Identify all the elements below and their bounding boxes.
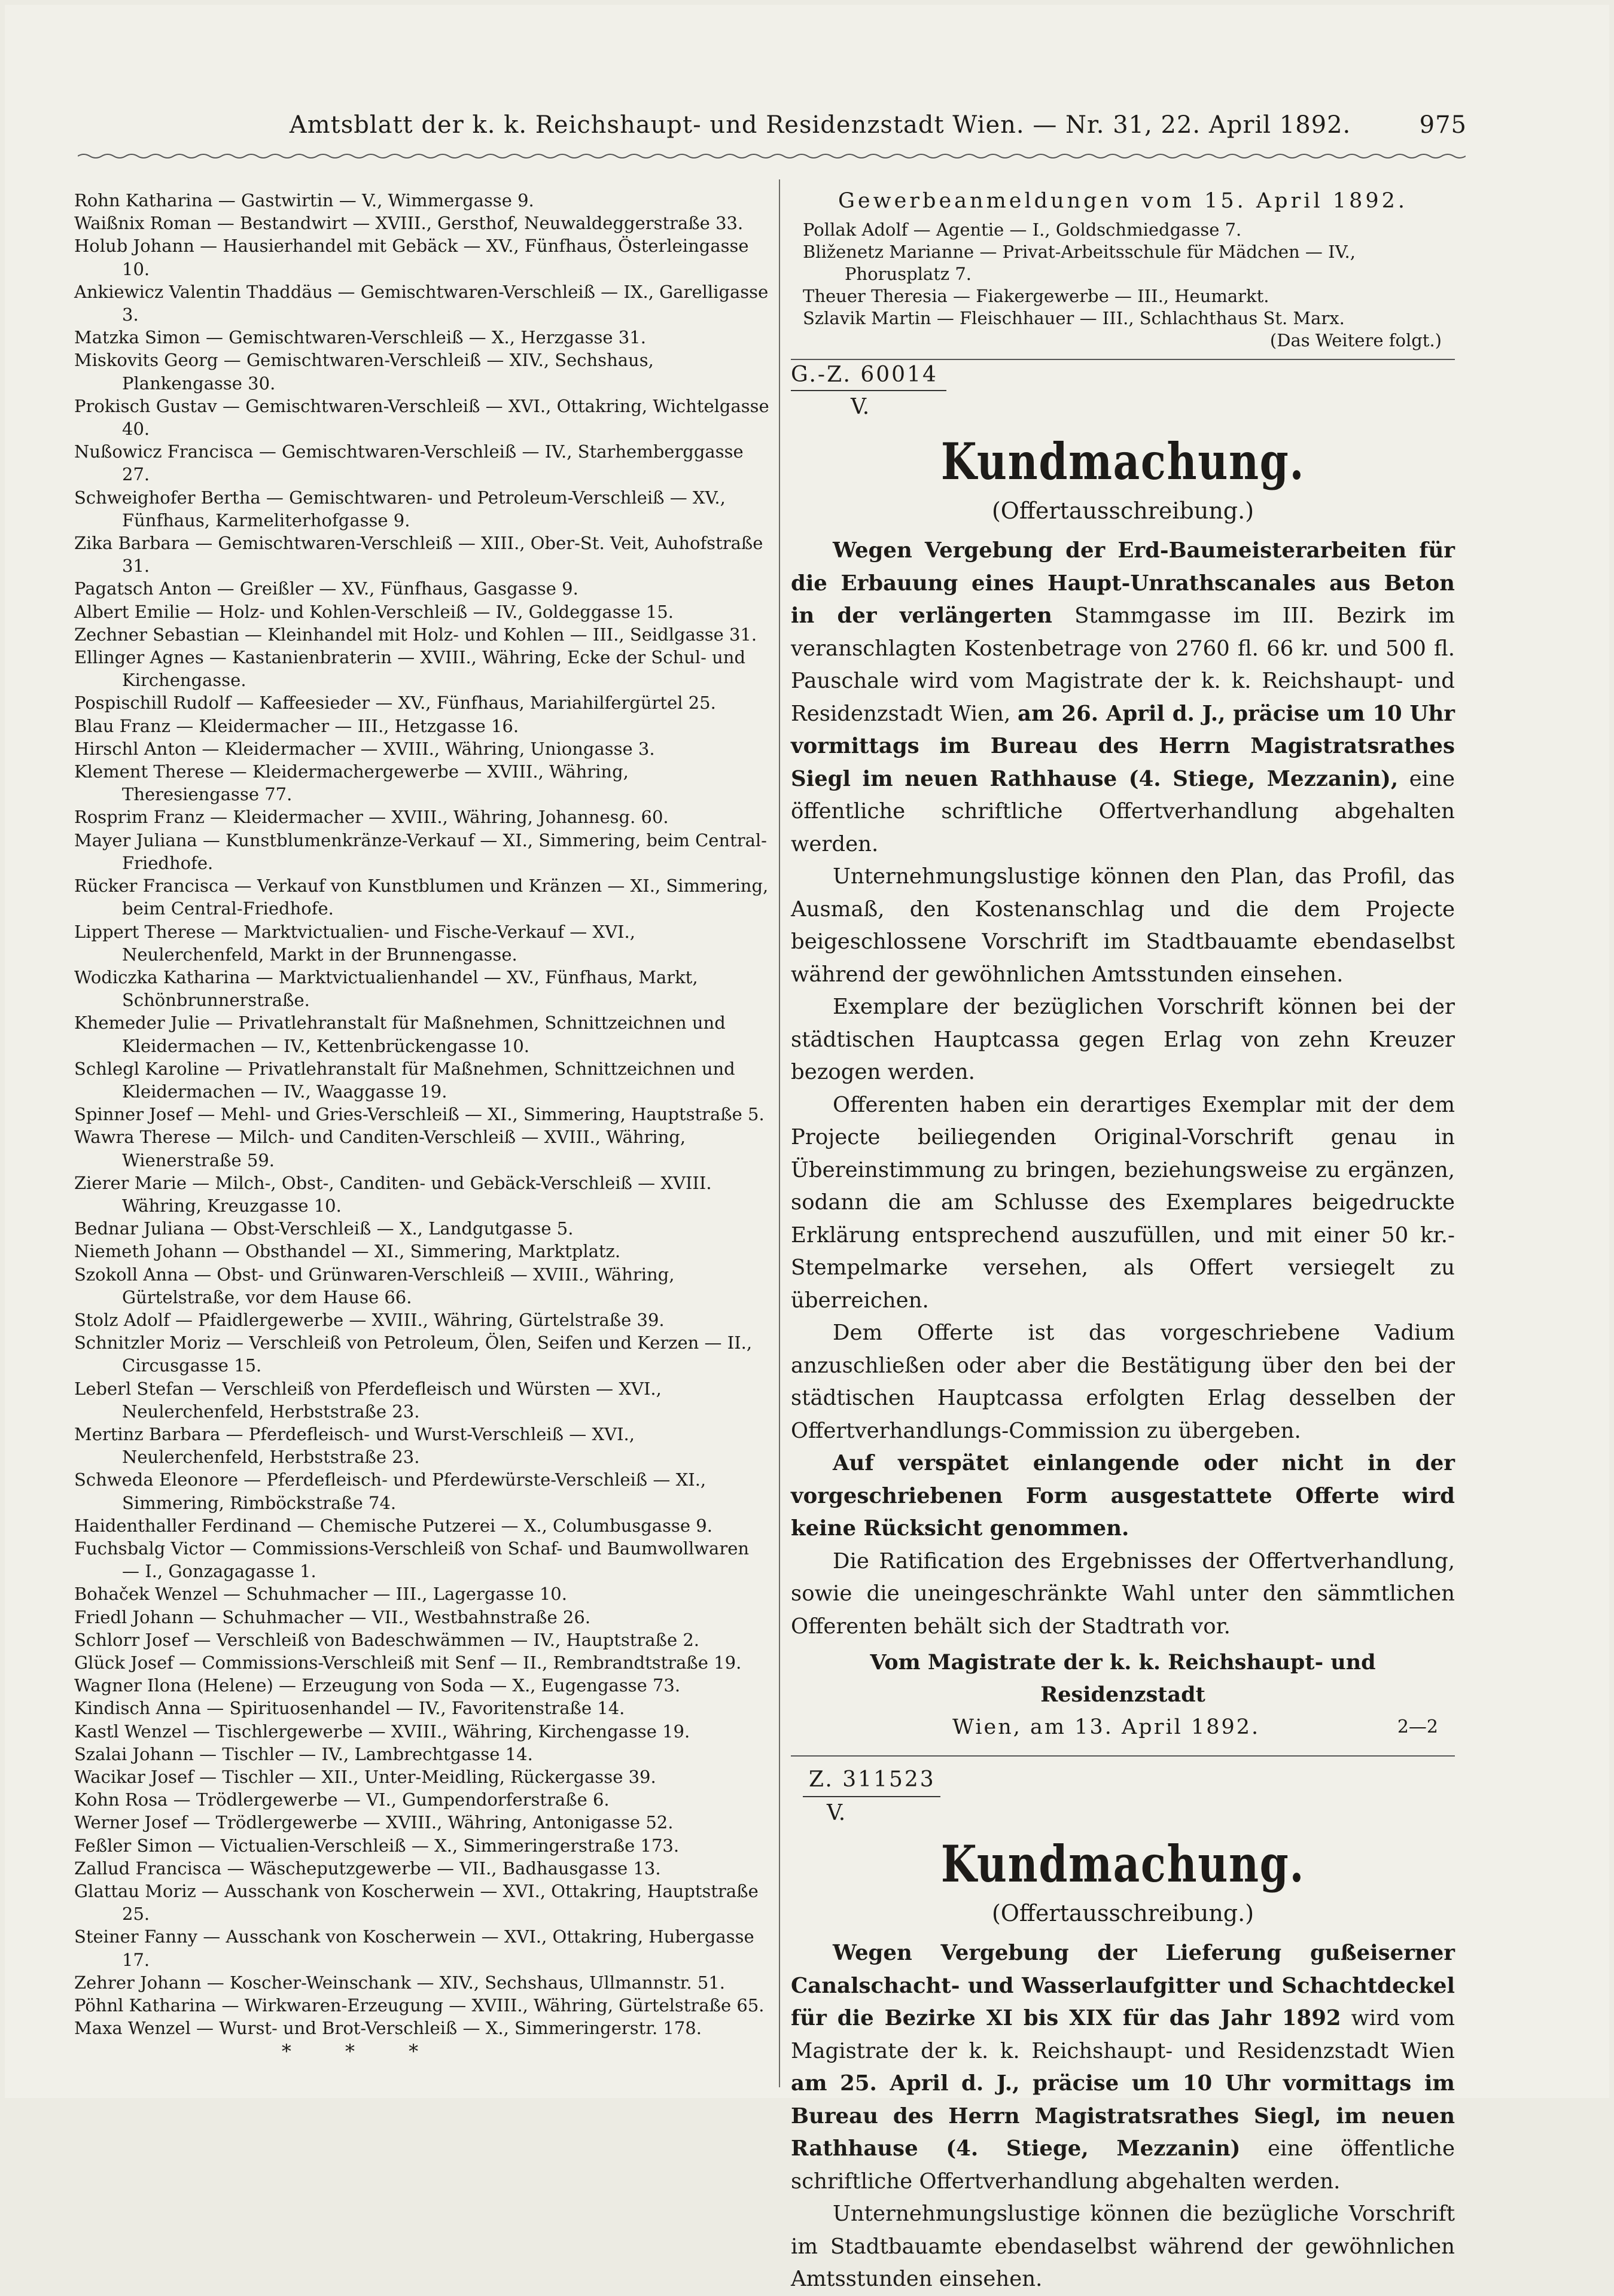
registration-entry: Ellinger Agnes — Kastanienbraterin — XVIII., Währing, Ecke der Schul- und Kirchengasse.: [74, 647, 746, 691]
notice1-p6-bold: Auf verspätet einlangende oder nicht in der vorgeschriebenen Form ausgestattete Offerte wird keine Rücksicht genommen.: [791, 1451, 1455, 1541]
notice1-paragraph-2: Unternehmungslustige können den Plan, das Profil, das Ausmaß, den Kostenanschlag und die dem Projecte beigeschlossene Vorschrift im Stadtbauamte ebendaselbst während der gewöhnlichen Amtsstunden einsehen.: [791, 864, 1455, 987]
registration-entry: Holub Johann — Hausierhandel mit Gebäck — XV., Fünfhaus, Österleingasse 10.: [74, 236, 749, 279]
notice2-title: Kundmachung.: [940, 1834, 1305, 1893]
page-header: [0, 111, 1467, 139]
notice2-ref-underline: [803, 1796, 940, 1797]
registration-entry: Werner Josef — Trödlergewerbe — XVIII., Währing, Antonigasse 52.: [74, 1812, 674, 1833]
gewerbe-entry: Bliženetz Marianne — Privat-Arbeitsschule für Mädchen — IV., Phorusplatz 7.: [803, 242, 1356, 284]
gewerbe-list: [791, 219, 1455, 330]
notice2-p1-rest: wird vom Magistrate der k. k. Reichshaupt- und Residenzstadt Wien: [791, 2006, 1455, 2063]
notice1-paragraph-4: Offerenten haben ein derartiges Exemplar mit der dem Projecte beiliegenden Original-Vorschrift genau in Übereinstimmung zu bringen, beziehungsweise zu ergänzen, sodann die am Schlusse des Exemplares beigedruckte Erklärung entsprechend auszufüllen, und mit einer 50 kr.-Stempelmarke versehen, als Offert versiegelt zu überreichen.: [791, 1092, 1455, 1313]
registration-entry: Matzka Simon — Gemischtwaren-Verschleiß — X., Herzgasse 31.: [74, 327, 646, 348]
notice1-title: Kundmachung.: [940, 432, 1305, 491]
registration-entry: Pospischill Rudolf — Kaffeesieder — XV., Fünfhaus, Mariahilfergürtel 25.: [74, 693, 716, 714]
registration-entry: Zierer Marie — Milch-, Obst-, Canditen- und Gebäck-Verschleiß — XVIII. Währing, Kreuzgasse 10.: [74, 1172, 712, 1216]
notice2-paragraph-2: Unternehmungslustige können die bezügliche Vorschrift im Stadtbauamte ebendaselbst während der gewöhnlichen Amtsstunden einsehen.: [791, 2202, 1455, 2291]
notice1-number: 2—2: [1397, 1716, 1438, 1737]
registration-entry: Bednar Juliana — Obst-Verschleiß — X., Landgutgasse 5.: [74, 1218, 574, 1239]
registration-entry: Miskovits Georg — Gemischtwaren-Verschleiß — XIV., Sechshaus, Plankengasse 30.: [74, 350, 654, 394]
registration-entry: Wacikar Josef — Tischler — XII., Unter-Meidling, Rückergasse 39.: [74, 1767, 656, 1788]
registration-entry: Wodiczka Katharina — Marktvictualienhandel — XV., Fünfhaus, Markt, Schönbrunnerstraße.: [74, 966, 698, 1011]
registration-entry: Schweighofer Bertha — Gemischtwaren- und Petroleum-Verschleiß — XV., Fünfhaus, Karmeliterhofgasse 9.: [74, 487, 726, 530]
registration-entry: Waißnix Roman — Bestandwirt — XVIII., Gersthof, Neuwaldeggerstraße 33.: [74, 213, 744, 234]
notice2-reference: [791, 1757, 1455, 1834]
notice1-paragraph-6: [791, 1447, 1455, 1545]
notice2-p1-bold2: am 25. April d. J., präcise um 10 Uhr vormittags im Bureau des Herrn Magistratsrathes Siegl, im neuen Rathhause (4. Stiege, Mezzanin): [791, 2071, 1455, 2161]
registration-entry: Szalai Johann — Tischler — IV., Lambrechtgasse 14.: [74, 1743, 533, 1764]
registration-entry: Lippert Therese — Marktvictualien- und Fische-Verkauf — XVI., Neulerchenfeld, Markt in der Brunnengasse.: [74, 921, 635, 965]
notice1-paragraph-3: Exemplare der bezüglichen Vorschrift können bei der städtischen Hauptcassa gegen Erlag von zehn Kreuzer bezogen werden.: [791, 995, 1455, 1084]
registration-entry: Zehrer Johann — Koscher-Weinschank — XIV., Sechshaus, Ullmannstr. 51.: [74, 1972, 725, 1993]
page-number: 975: [1419, 111, 1467, 139]
registration-entry: Kindisch Anna — Spirituosenhandel — IV., Favoritenstraße 14.: [74, 1698, 625, 1719]
gewerbe-entry: Theuer Theresia — Fiakergewerbe — III., Heumarkt.: [803, 286, 1269, 306]
registration-entry: Blau Franz — Kleidermacher — III., Hetzgasse 16.: [74, 715, 519, 736]
registration-entry: Schlegl Karoline — Privatlehranstalt für Maßnehmen, Schnittzeichnen und Kleidermachen — IV., Waaggasse 19.: [74, 1058, 735, 1102]
registration-entry: Kohn Rosa — Trödlergewerbe — VI., Gumpendorferstraße 6.: [74, 1789, 610, 1810]
registration-entry: Leberl Stefan — Verschleiß von Pferdefleisch und Würsten — XVI., Neulerchenfeld, Herbststraße 23.: [74, 1378, 662, 1422]
registration-entry: Friedl Johann — Schuhmacher — VII., Westbahnstraße 26.: [74, 1606, 591, 1627]
notice1-paragraph-5: Dem Offerte ist das vorgeschriebene Vadium anzuschließen oder aber die Bestätigung über den bei der städtischen Hauptcassa erfolgten Erlag desselben der Offertverhandlungs-Commission zu übergeben.: [791, 1321, 1455, 1443]
registration-entry: Pöhnl Katharina — Wirkwaren-Erzeugung — XVIII., Währing, Gürtelstraße 65.: [74, 1995, 765, 2016]
registration-entry: Glück Josef — Commissions-Verschleiß mit Senf — II., Rembrandtstraße 19.: [74, 1652, 742, 1673]
registration-entry: Steiner Fanny — Ausschank von Koscherwein — XVI., Ottakring, Hubergasse 17.: [74, 1926, 754, 1970]
notice2-ref-sub: V.: [827, 1801, 846, 1825]
notice1-p1-end: eine öffentliche schriftliche Offertverhandlung abgehalten werden.: [791, 766, 1455, 856]
registration-entry: Wagner Ilona (Helene) — Erzeugung von Soda — X., Eugengasse 73.: [74, 1675, 681, 1696]
notice1-p1-bold1: Wegen Vergebung der Erd-Baumeisterarbeiten für die Erbauung eines Haupt-Unrathscanales aus Beton in der verlängerten: [791, 538, 1455, 628]
registration-entry: Mertinz Barbara — Pferdefleisch- und Wurst-Verschleiß — XVI., Neulerchenfeld, Herbststraße 23.: [74, 1423, 635, 1468]
registration-entry: Wawra Therese — Milch- und Canditen-Verschleiß — XVIII., Währing, Wienerstraße 59.: [74, 1127, 686, 1170]
notice1-reference: [791, 360, 1455, 432]
notice1-subtitle: (Offertausschreibung.): [991, 498, 1254, 524]
header-title: Amtsblatt der k. k. Reichshaupt- und Residenzstadt Wien. — Nr. 31, 22. April 1892.: [289, 111, 1351, 139]
registration-entry: Pagatsch Anton — Greißler — XV., Fünfhaus, Gasgasse 9.: [74, 578, 578, 599]
notice1-p1-bold2: am 26. April d. J., präcise um 10 Uhr vormittags im Bureau des Herrn Magistratsrathes Siegl im neuen Rathhause (4. Stiege, Mezzanin),: [791, 701, 1455, 791]
registration-entry: Khemeder Julie — Privatlehranstalt für Maßnehmen, Schnittzeichnen und Kleidermachen — IV., Kettenbrückengasse 10.: [74, 1013, 726, 1056]
gewerbe-title: Gewerbeanmeldungen vom 15. April 1892.: [838, 189, 1408, 213]
registration-entry: Spinner Josef — Mehl- und Gries-Verschleiß — XI., Simmering, Hauptstraße 5.: [74, 1104, 765, 1125]
column-divider: [779, 179, 780, 2087]
registration-entry: Schlorr Josef — Verschleiß von Badeschwämmen — IV., Hauptstraße 2.: [74, 1629, 699, 1650]
notice2-paragraph-1: [791, 1937, 1455, 2198]
section-stars: * * *: [281, 2040, 443, 2063]
notice2-subtitle: (Offertausschreibung.): [991, 1900, 1254, 1926]
registration-entry: Prokisch Gustav — Gemischtwaren-Verschleiß — XVI., Ottakring, Wichtelgasse 40.: [74, 395, 769, 440]
continued-note: (Das Weitere folgt.): [1269, 330, 1442, 350]
right-column: [791, 189, 1455, 2296]
registration-entry: Zechner Sebastian — Kleinhandel mit Holz- und Kohlen — III., Seidlgasse 31.: [74, 624, 757, 645]
notice1-date: Wien, am 13. April 1892.: [952, 1715, 1260, 1739]
registration-entry: Ankiewicz Valentin Thaddäus — Gemischtwaren-Verschleiß — IX., Garelligasse 3.: [74, 281, 769, 325]
registration-entry: Glattau Moriz — Ausschank von Koscherwein — XVI., Ottakring, Hauptstraße 25.: [74, 1881, 759, 1925]
notice2-p1-bold1: Wegen Vergebung der Lieferung gußeiserner Canalschacht- und Wasserlaufgitter und Schachtdeckel für die Bezirke XI bis XIX für das Jahr 1892: [791, 1941, 1455, 2030]
registration-entry: Albert Emilie — Holz- und Kohlen-Verschleiß — IV., Goldeggasse 15.: [74, 601, 674, 622]
registration-entry: Kastl Wenzel — Tischlergewerbe — XVIII., Währing, Kirchengasse 19.: [74, 1721, 690, 1742]
registration-entry: Bohaček Wenzel — Schuhmacher — III., Lagergasse 10.: [74, 1584, 567, 1605]
registration-entry: Zallud Francisca — Wäscheputzgewerbe — VII., Badhausgasse 13.: [74, 1858, 661, 1879]
notice1-ref-underline: [791, 390, 946, 391]
registration-entry: Feßler Simon — Victualien-Verschleiß — X., Simmeringerstraße 173.: [74, 1835, 680, 1856]
registration-entry: Schnitzler Moriz — Verschleiß von Petroleum, Ölen, Seifen und Kerzen — II., Circusgasse 15.: [74, 1333, 753, 1376]
registration-entry: Rohn Katharina — Gastwirtin — V., Wimmergasse 9.: [74, 190, 534, 211]
gewerbe-entry: Szlavik Martin — Fleischhauer — III., Schlachthaus St. Marx.: [803, 308, 1345, 328]
notice2-p1-end: eine öffentliche schriftliche Offertverhandlung abgehalten werden.: [791, 2136, 1455, 2194]
notice1-ref-sub: V.: [851, 395, 870, 419]
registration-entry: Schweda Eleonore — Pferdefleisch- und Pferdewürste-Verschleiß — XI., Simmering, Rimböckstraße 74.: [74, 1469, 706, 1513]
registration-entry: Nußowicz Francisca — Gemischtwaren-Verschleiß — IV., Starhemberggasse 27.: [74, 441, 744, 485]
registration-entry: Klement Therese — Kleidermachergewerbe — XVIII., Währing, Theresiengasse 77.: [74, 761, 629, 805]
registration-entry: Szokoll Anna — Obst- und Grünwaren-Verschleiß — XVIII., Währing, Gürtelstraße, vor dem Hause 66.: [74, 1264, 675, 1307]
gewerbe-entry: Pollak Adolf — Agentie — I., Goldschmiedgasse 7.: [803, 219, 1242, 240]
notice1-paragraph-1: [791, 535, 1455, 861]
registration-entry: Haidenthaller Ferdinand — Chemische Putzerei — X., Columbusgasse 9.: [74, 1515, 712, 1536]
registration-entry: Rücker Francisca — Verkauf von Kunstblumen und Kränzen — XI., Simmering, beim Central-Friedhofe.: [74, 876, 769, 919]
registration-entry: Hirschl Anton — Kleidermacher — XVIII., Währing, Uniongasse 3.: [74, 738, 655, 759]
registration-entry: Rosprim Franz — Kleidermacher — XVIII., Währing, Johannesg. 60.: [74, 807, 669, 828]
notice1-signature: Vom Magistrate der k. k. Reichshaupt- und Residenzstadt: [870, 1650, 1376, 1707]
notice1-paragraph-7: Die Ratification des Ergebnisses der Offertverhandlung, sowie die uneingeschränkte Wahl unter den sämmtlichen Offerenten behält sich der Stadtrath vor.: [791, 1548, 1455, 1639]
notice2-ref-number: Z. 311523: [809, 1767, 936, 1792]
registration-entry: Fuchsbalg Victor — Commissions-Verschleiß von Schaf- und Baumwollwaren — I., Gonzagagasse 1.: [74, 1538, 750, 1582]
notice1-ref-number: G.-Z. 60014: [791, 362, 938, 387]
registration-list: [74, 189, 769, 2063]
header-wavy-rule: [78, 153, 1466, 160]
registration-entry: Mayer Juliana — Kunstblumenkränze-Verkauf — XI., Simmering, beim Central-Friedhofe.: [74, 830, 767, 873]
registration-entry: Stolz Adolf — Pfaidlergewerbe — XVIII., Währing, Gürtelstraße 39.: [74, 1309, 665, 1330]
notice1-date-line: [791, 1711, 1455, 1745]
registration-entry: Niemeth Johann — Obsthandel — XI., Simmering, Marktplatz.: [74, 1241, 621, 1262]
notice1-p1-rest: Stammgasse im III. Bezirk im veranschlagten Kostenbetrage von 2760 fl. 66 kr. und 500 fl. Pauschale wird vom Magistrate der k. k. Reichshaupt- und Residenzstadt Wien,: [791, 603, 1455, 726]
registration-entry: Zika Barbara — Gemischtwaren-Verschleiß — XIII., Ober-St. Veit, Auhofstraße 31.: [74, 533, 763, 577]
registration-entry: Maxa Wenzel — Wurst- und Brot-Verschleiß — X., Simmeringerstr. 178.: [74, 2018, 702, 2039]
